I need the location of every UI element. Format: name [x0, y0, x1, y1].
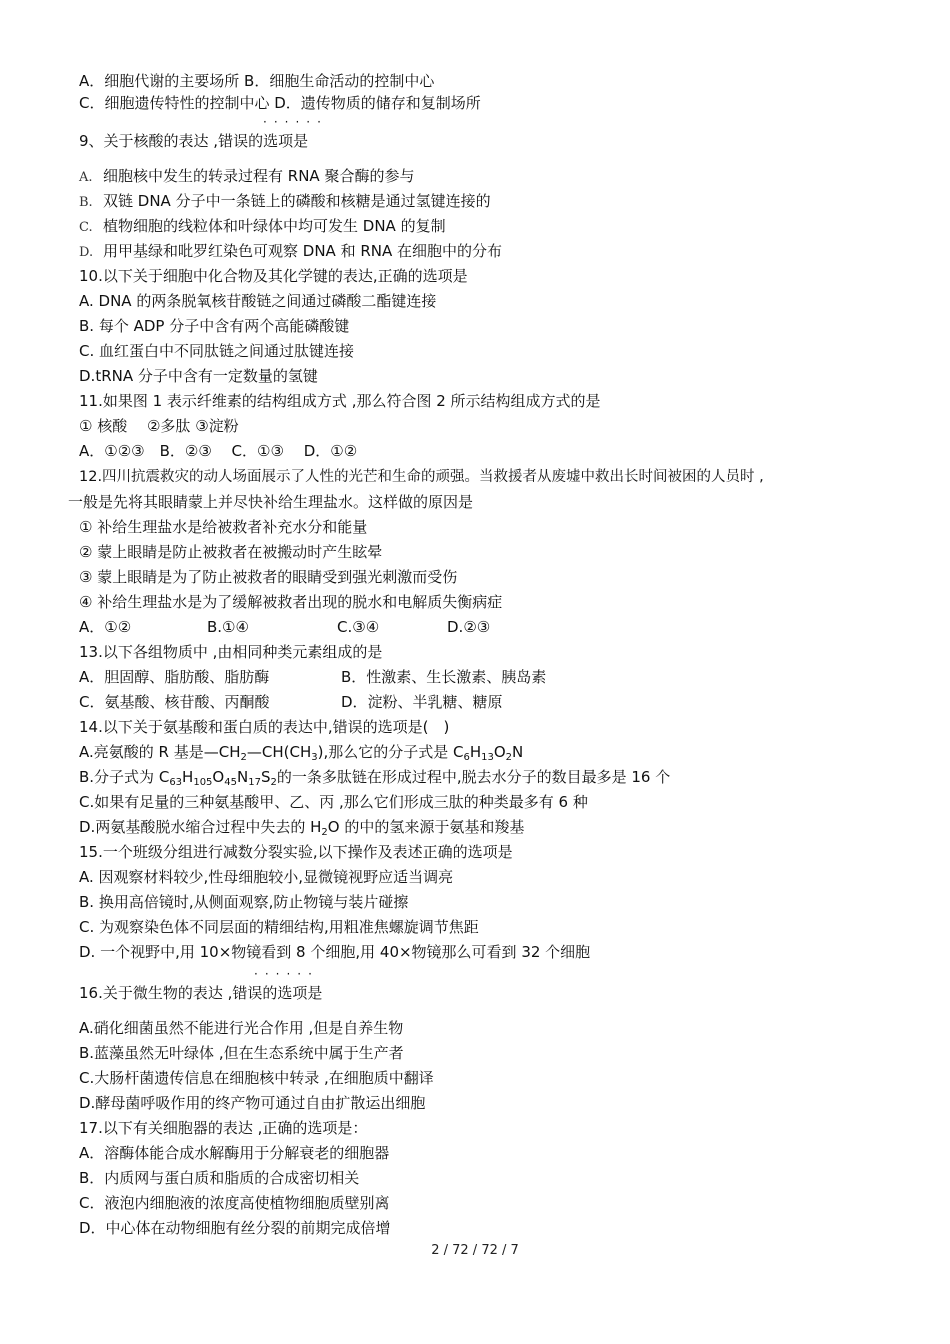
q9-option-c [79, 216, 446, 238]
q9-option-a [79, 166, 414, 188]
q15-option-b: B. 换用高倍镜时,从侧面观察,防止物镜与装片碰擦 [79, 893, 409, 911]
q14-a-text-2: —CH(CH [246, 743, 312, 761]
q14-option-a: A.亮氨酸的 R 基是$—CH_2—CH(CH_3)$,那么它的分子式是 $C_6H_{13}O_2N$ [79, 743, 524, 763]
q10-stem: 10.以下关于细胞中化合物及其化学键的表达,正确的选项是 [79, 267, 468, 285]
q10-option-a: A. DNA 的两条脱氧核苷酸链之间通过磷酸二酯键连接 [79, 292, 437, 310]
q16-option-d: D.酵母菌呼吸作用的终产物可通过自由扩散运出细胞 [79, 1094, 426, 1112]
q17-stem: 17.以下有关细胞器的表达 ,正确的选项是： [79, 1119, 368, 1137]
q10-option-d: D.tRNA 分子中含有一定数量的氢键 [79, 367, 318, 385]
option-text: 植物细胞的线粒体和叶绿体中均可发生 DNA 的复制 [103, 217, 446, 235]
q13-stem: 13.以下各组物质中 ,由相同种类元素组成的是 [79, 643, 383, 661]
q16-stem: 16.关于微生物的表达 ,错误的选项是 [79, 984, 323, 1002]
q14-a-text-3: ),那么它的分子式是 C [317, 743, 464, 761]
q14-stem: 14.以下关于氨基酸和蛋白质的表达中,错误的选项是( ) [79, 718, 450, 736]
q17-option-a: A．溶酶体能合成水解酶用于分解衰老的细胞器 [79, 1144, 390, 1162]
option-letter: B. [79, 195, 93, 210]
option-letter: C. [79, 220, 93, 235]
q16-option-a: A.硝化细菌虽然不能进行光合作用 ,但是自养生物 [79, 1019, 404, 1037]
q12-stem: 12.四川抗震救灾的动人场面展示了人性的光芒和生命的顽强。当救援者从废墟中救出长时间被困的人员时 , [79, 469, 764, 485]
q17-option-b: B．内质网与蛋白质和脂质的合成密切相关 [79, 1169, 360, 1187]
q12-item-3: ③ 蒙上眼睛是为了防止被救者的眼睛受到强光刺激而受伤 [79, 568, 458, 586]
q10-option-c: C. 血红蛋白中不同肽链之间通过肽键连接 [79, 342, 355, 360]
q8-options-cd: C．细胞遗传特性的控制中心 D．遗传物质的储存和复制场所 [79, 94, 481, 112]
q14-a-text: A.亮氨酸的 R 基是—CH [79, 743, 241, 761]
q14-option-b: B.分子式为 $C_{63}H_{105}O_{45}N_{17}S_2$的一条多肽链在形成过程中,脱去水分子的数目最多是 16 个 [79, 768, 671, 788]
q12-option-c: C.③④ [337, 618, 380, 636]
q15-option-d: D. 一个视野中,用 10×物镜看到 8 个细胞,用 40×物镜那么可看到 32 个细胞 [79, 943, 591, 961]
q13-option-b: B．性激素、生长激素、胰岛素 [341, 668, 547, 686]
q12-option-d: D.②③ [447, 618, 491, 636]
q15-option-c: C. 为观察染色体不同层面的精细结构,用粗准焦螺旋调节焦距 [79, 918, 479, 936]
q8-options-ab: A．细胞代谢的主要场所 B．细胞生命活动的控制中心 [79, 72, 435, 90]
option-text: 用甲基绿和吡罗红染色可观察 DNA 和 RNA 在细胞中的分布 [103, 242, 503, 260]
q9-stem: 9、关于核酸的表达 ,错误的选项是 [79, 132, 309, 150]
q12-options [79, 617, 490, 637]
emphasis-dots: ······ [263, 115, 328, 129]
q12-item-4: ④ 补给生理盐水是为了缓解被救者出现的脱水和电解质失衡病症 [79, 593, 503, 611]
q14-d-text-2: O 的中的氢来源于氨基和羧基 [327, 818, 525, 836]
q14-d-text: D.两氨基酸脱水缩合过程中失去的 H [79, 818, 322, 836]
page-number-footer: 2 / 72 / 72 / 7 [431, 1243, 519, 1258]
q14-option-c: C.如果有足量的三种氨基酸甲、乙、丙 ,那么它们形成三肽的种类最多有 6 种 [79, 793, 588, 811]
q13-option-d: D．淀粉、半乳糖、糖原 [341, 693, 503, 711]
option-text: 双链 DNA 分子中一条链上的磷酸和核糖是通过氢键连接的 [103, 192, 491, 210]
q13-options-cd [79, 692, 503, 712]
q15-stem: 15.一个班级分组进行减数分裂实验,以下操作及表述正确的选项是 [79, 843, 513, 861]
q17-option-c: C．液泡内细胞液的浓度高使植物细胞质壁别离 [79, 1194, 390, 1212]
option-letter: A. [79, 170, 93, 185]
q12-option-b: B.①④ [207, 618, 249, 636]
q11-items: ① 核酸 ②多肽 ③淀粉 [79, 417, 239, 435]
q13-option-c: C．氨基酸、核苷酸、丙酮酸 [79, 693, 270, 711]
q9-option-d [79, 241, 502, 263]
q11-options: A．①②③ B．②③ C．①③ D．①② [79, 442, 358, 460]
q14-b-text-2: 的一条多肽链在形成过程中,脱去水分子的数目最多是 16 个 [276, 768, 671, 786]
q16-option-c: C.大肠杆菌遗传信息在细胞核中转录 ,在细胞质中翻译 [79, 1069, 434, 1087]
q13-options-ab [79, 667, 546, 687]
q12-item-2: ② 蒙上眼睛是防止被救者在被搬动时产生眩晕 [79, 543, 383, 561]
q15-option-a: A. 因观察材料较少,性母细胞较小,显微镜视野应适当调亮 [79, 868, 454, 886]
q13-option-a: A．胆固醇、脂肪酸、脂肪酶 [79, 668, 270, 686]
q10-option-b: B. 每个 ADP 分子中含有两个高能磷酸键 [79, 317, 350, 335]
q11-stem: 11.如果图 1 表示纤维素的结构组成方式 ,那么符合图 2 所示结构组成方式的是 [79, 392, 601, 410]
q17-option-d: D．中心体在动物细胞有丝分裂的前期完成倍增 [79, 1219, 391, 1237]
emphasis-dots: ······ [254, 967, 319, 981]
q9-option-b [79, 191, 491, 213]
q12-stem-cont: 一般是先将其眼睛蒙上并尽快补给生理盐水。这样做的原因是 [68, 493, 474, 511]
q14-option-d: D.两氨基酸脱水缩合过程中失去的 $H_2O$ 的中的氢来源于氨基和羧基 [79, 818, 525, 838]
q12-option-a: A．①② [79, 618, 132, 636]
q16-option-b: B.蓝藻虽然无叶绿体 ,但在生态系统中属于生产者 [79, 1044, 404, 1062]
q12-item-1: ① 补给生理盐水是给被救者补充水分和能量 [79, 518, 368, 536]
q14-b-text: B.分子式为 C [79, 768, 170, 786]
option-letter: D. [79, 245, 94, 260]
option-text: 细胞核中发生的转录过程有 RNA 聚合酶的参与 [103, 167, 415, 185]
